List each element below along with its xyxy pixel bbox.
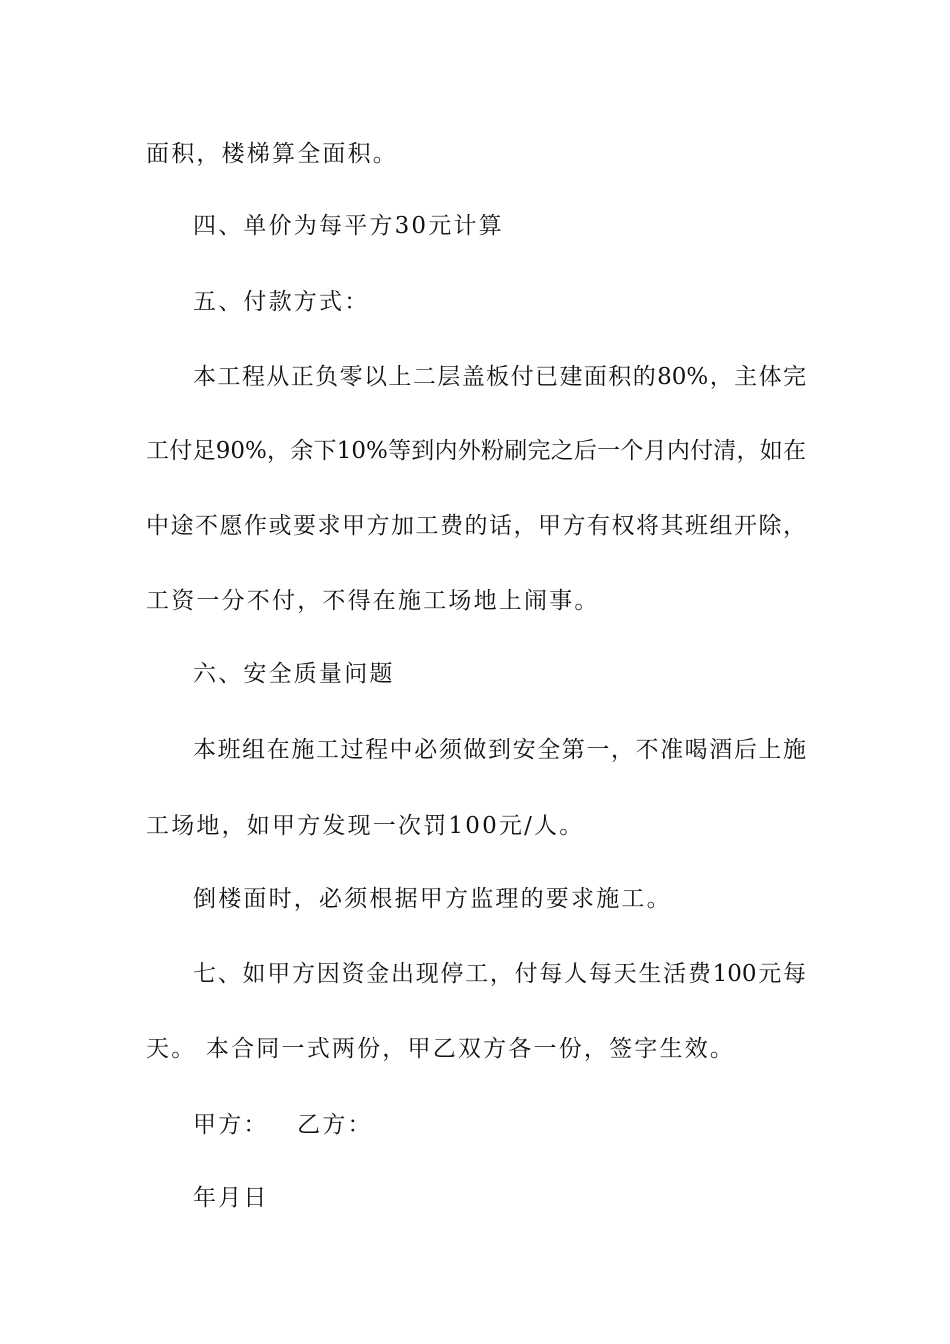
floor-pouring-paragraph: 倒楼面时，必须根据甲方监理的要求施工。	[193, 886, 672, 912]
payment-paragraph-line-2: 工付足90%，余下10%等到内外粉刷完之后一个月内付清，如在	[146, 438, 806, 464]
payment-paragraph-line-3: 中途不愿作或要求甲方加工费的话，甲方有权将其班组开除，	[146, 513, 806, 539]
section-heading-payment-method: 五、付款方式：	[193, 289, 370, 315]
date-line: 年月日	[193, 1185, 269, 1211]
payment-paragraph-line-1: 本工程从正负零以上二层盖板付已建面积的80%，主体完	[193, 364, 806, 390]
signature-parties-line: 甲方： 乙方：	[193, 1112, 373, 1138]
payment-paragraph-line-4: 工资一分不付，不得在施工场地上闹事。	[146, 588, 600, 614]
paragraph-line-area-rule: 面积，楼梯算全面积。	[146, 141, 398, 167]
section-seven-line-1: 七、如甲方因资金出现停工，付每人每天生活费100元每	[193, 961, 806, 987]
safety-paragraph-line-2: 工场地，如甲方发现一次罚100元/人。	[146, 813, 585, 839]
section-seven-line-2: 天。 本合同一式两份，甲乙双方各一份，签字生效。	[146, 1036, 736, 1062]
safety-paragraph-line-1: 本班组在施工过程中必须做到安全第一，不准喝酒后上施	[193, 737, 806, 763]
section-heading-safety-quality: 六、安全质量问题	[193, 661, 395, 687]
section-heading-unit-price: 四、单价为每平方30元计算	[193, 213, 504, 239]
